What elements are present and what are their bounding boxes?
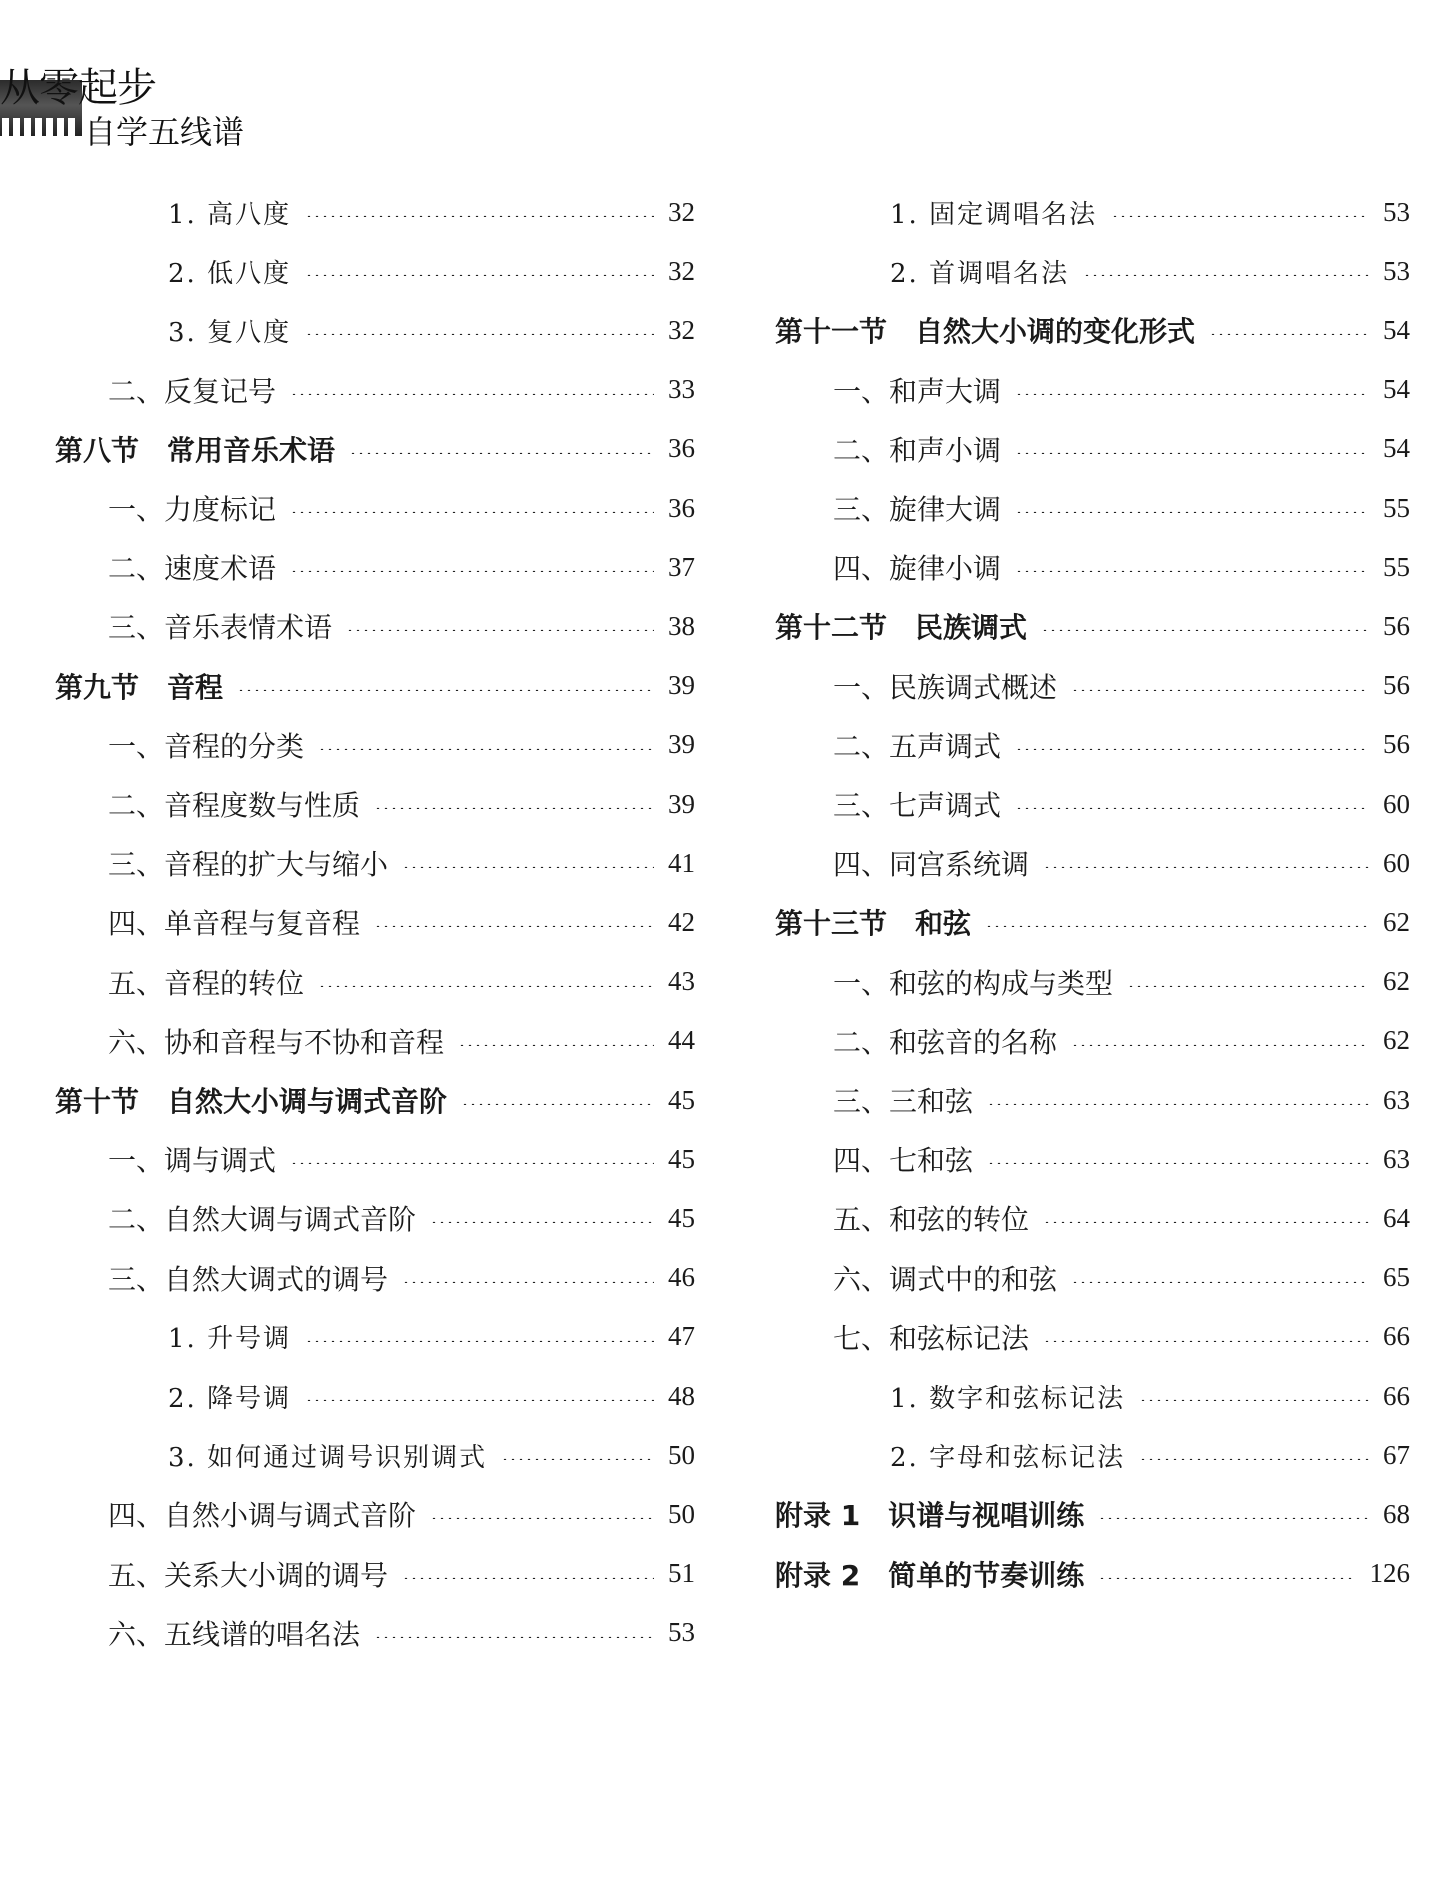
toc-entry-title: 二、音程度数与性质 — [108, 789, 361, 822]
toc-entry[interactable] — [833, 368, 1410, 412]
dot-leader — [501, 1458, 654, 1460]
toc-entry[interactable] — [55, 664, 695, 708]
dot-leader — [1139, 1399, 1369, 1401]
toc-page-number: 53 — [1383, 255, 1410, 286]
toc-entry-title: 五、和弦的转位 — [833, 1203, 1030, 1237]
toc-page-number: 46 — [668, 1262, 695, 1293]
dot-leader — [1015, 807, 1369, 809]
toc-entry[interactable] — [890, 1433, 1410, 1477]
toc-page-number: 33 — [668, 374, 695, 405]
toc-entry-title: 3. 复八度 — [168, 317, 292, 348]
toc-page-number: 36 — [668, 492, 695, 523]
toc-page-number: 126 — [1369, 1558, 1410, 1589]
toc-entry[interactable] — [168, 308, 695, 352]
dot-leader — [985, 925, 1369, 927]
toc-entry[interactable] — [108, 1552, 695, 1596]
dot-leader — [402, 866, 654, 868]
toc-entry-title: 第十节 自然大小调与调式音阶 — [55, 1085, 448, 1118]
toc-entry-title: 六、协和音程与不协和音程 — [108, 1025, 445, 1059]
toc-entry-title: 一、调与调式 — [108, 1144, 277, 1178]
dot-leader — [1098, 1517, 1369, 1519]
toc-entry[interactable] — [833, 664, 1410, 708]
dot-leader — [1015, 511, 1369, 513]
toc-entry-title: 四、同宫系统调 — [833, 848, 1030, 882]
toc-entry-title: 1. 数字和弦标记法 — [890, 1383, 1126, 1414]
toc-entry[interactable] — [775, 900, 1410, 944]
toc-entry[interactable] — [890, 1374, 1410, 1418]
toc-entry-title: 三、七声调式 — [833, 789, 1002, 822]
toc-page-number: 64 — [1383, 1202, 1410, 1233]
dot-leader — [402, 1281, 654, 1283]
dot-leader — [1127, 985, 1369, 987]
toc-entry-title: 二、和声小调 — [833, 433, 1002, 467]
toc-page-number: 37 — [668, 551, 695, 582]
toc-entry-title: 1. 固定调唱名法 — [890, 199, 1098, 230]
toc-page-number: 62 — [1383, 966, 1410, 997]
dot-leader — [1111, 215, 1369, 217]
toc-page-number: 66 — [1383, 1321, 1410, 1352]
toc-entry[interactable] — [108, 368, 695, 412]
toc-entry[interactable] — [775, 308, 1410, 352]
toc-page-number: 39 — [668, 788, 695, 819]
toc-entry[interactable] — [833, 782, 1410, 826]
dot-leader — [402, 1577, 654, 1579]
toc-entry[interactable] — [833, 486, 1410, 530]
dot-leader — [290, 511, 654, 513]
dot-leader — [1071, 1281, 1369, 1283]
toc-entry[interactable] — [833, 960, 1410, 1004]
toc-entry[interactable] — [833, 1078, 1410, 1122]
toc-page-number: 32 — [668, 196, 695, 227]
toc-entry[interactable] — [108, 1256, 695, 1300]
toc-page-number: 39 — [668, 729, 695, 760]
toc-entry-title: 第八节 常用音乐术语 — [55, 433, 336, 467]
toc-entry[interactable] — [833, 427, 1410, 471]
toc-entry[interactable] — [833, 1256, 1410, 1300]
toc-entry-title: 第十三节 和弦 — [775, 907, 972, 941]
dot-leader — [290, 393, 654, 395]
toc-page-number: 63 — [1383, 1084, 1410, 1115]
toc-page-number: 55 — [1383, 492, 1410, 523]
toc-entry-title: 一、和声大调 — [833, 374, 1002, 408]
toc-entry-title: 四、旋律小调 — [833, 552, 1002, 586]
toc-page-number: 38 — [668, 610, 695, 641]
toc-page-number: 66 — [1383, 1380, 1410, 1411]
toc-entry[interactable] — [108, 1137, 695, 1181]
toc-page-number: 60 — [1383, 847, 1410, 878]
toc-page-number: 54 — [1383, 314, 1410, 345]
toc-entry-title: 五、音程的转位 — [108, 966, 305, 1000]
toc-entry[interactable] — [168, 249, 695, 293]
dot-leader — [305, 1340, 654, 1342]
dot-leader — [1015, 393, 1369, 395]
dot-leader — [1041, 629, 1369, 631]
toc-page-number: 45 — [668, 1084, 695, 1115]
toc-entry[interactable] — [108, 604, 695, 648]
toc-page-number: 63 — [1383, 1143, 1410, 1174]
toc-entry-title: 三、音乐表情术语 — [108, 611, 333, 645]
dot-leader — [374, 925, 654, 927]
toc-entry[interactable] — [833, 1196, 1410, 1240]
toc-page-number: 55 — [1383, 551, 1410, 582]
toc-entry[interactable] — [168, 1374, 695, 1418]
toc-entry[interactable] — [108, 841, 695, 885]
toc-page-number: 50 — [668, 1498, 695, 1529]
dot-leader — [1098, 1577, 1355, 1579]
dot-leader — [1043, 866, 1369, 868]
toc-entry-title: 一、民族调式概述 — [833, 670, 1058, 704]
toc-entry-title: 附录 2 简单的节奏训练 — [775, 1558, 1085, 1592]
toc-entry-title: 二、自然大调与调式音阶 — [108, 1203, 417, 1237]
dot-leader — [1015, 570, 1369, 572]
toc-page-number: 41 — [668, 847, 695, 878]
toc-entry-title: 三、自然大调式的调号 — [108, 1262, 389, 1296]
toc-page-number: 56 — [1383, 670, 1410, 701]
toc-entry-title: 1. 高八度 — [168, 199, 292, 230]
toc-page-number: 43 — [668, 966, 695, 997]
toc-entry[interactable] — [108, 1019, 695, 1063]
series-title: 从零起步 — [0, 65, 156, 111]
dot-leader — [1043, 1340, 1369, 1342]
toc-entry[interactable] — [108, 545, 695, 589]
toc-entry[interactable] — [108, 782, 695, 826]
dot-leader — [430, 1221, 654, 1223]
dot-leader — [318, 748, 654, 750]
dot-leader — [1083, 274, 1369, 276]
dot-leader — [987, 1103, 1369, 1105]
toc-page-number: 50 — [668, 1439, 695, 1470]
toc-entry[interactable] — [833, 723, 1410, 767]
toc-entry-title: 二、和弦音的名称 — [833, 1025, 1058, 1059]
dot-leader — [305, 274, 654, 276]
toc-entry[interactable] — [108, 1196, 695, 1240]
toc-entry[interactable] — [168, 1433, 695, 1477]
dot-leader — [346, 629, 654, 631]
toc-entry[interactable] — [775, 1552, 1410, 1596]
toc-entry-title: 2. 字母和弦标记法 — [890, 1442, 1126, 1473]
toc-entry-title: 四、单音程与复音程 — [108, 907, 361, 941]
toc-entry[interactable] — [833, 545, 1410, 589]
toc-page-number: 51 — [668, 1558, 695, 1589]
dot-leader — [305, 1399, 654, 1401]
dot-leader — [290, 1162, 654, 1164]
toc-entry[interactable] — [833, 1315, 1410, 1359]
toc-entry[interactable] — [833, 1137, 1410, 1181]
toc-page-number: 32 — [668, 255, 695, 286]
toc-entry[interactable] — [890, 190, 1410, 234]
dot-leader — [374, 1636, 654, 1638]
toc-entry[interactable] — [55, 427, 695, 471]
dot-leader — [349, 452, 654, 454]
toc-page-number: 68 — [1383, 1498, 1410, 1529]
dot-leader — [430, 1517, 654, 1519]
toc-entry-title: 3. 如何通过调号识别调式 — [168, 1442, 488, 1473]
dot-leader — [461, 1103, 654, 1105]
toc-page-number: 62 — [1383, 1025, 1410, 1056]
toc-entry-title: 一、和弦的构成与类型 — [833, 966, 1114, 1000]
toc-page-number: 44 — [668, 1025, 695, 1056]
toc-entry-title: 2. 首调唱名法 — [890, 258, 1070, 289]
toc-entry-title: 六、调式中的和弦 — [833, 1262, 1058, 1296]
toc-entry-title: 2. 降号调 — [168, 1383, 292, 1414]
toc-entry[interactable] — [833, 841, 1410, 885]
dot-leader — [458, 1044, 654, 1046]
toc-page-number: 65 — [1383, 1262, 1410, 1293]
toc-entry[interactable] — [108, 960, 695, 1004]
toc-page-number: 48 — [668, 1380, 695, 1411]
dot-leader — [290, 570, 654, 572]
toc-entry[interactable] — [775, 1492, 1410, 1536]
dot-leader — [1043, 1221, 1369, 1223]
toc-entry-title: 第九节 音程 — [55, 670, 224, 704]
toc-entry[interactable] — [108, 1492, 695, 1536]
toc-page-number: 53 — [668, 1617, 695, 1648]
toc-entry-title: 二、五声调式 — [833, 729, 1002, 763]
toc-entry-title: 1. 升号调 — [168, 1324, 292, 1355]
dot-leader — [1015, 452, 1369, 454]
toc-entry-title: 四、七和弦 — [833, 1144, 974, 1178]
dot-leader — [1071, 1044, 1369, 1046]
toc-entry-title: 六、五线谱的唱名法 — [108, 1617, 361, 1651]
book-header — [0, 60, 300, 150]
toc-entry-title: 五、关系大小调的调号 — [108, 1558, 389, 1592]
dot-leader — [1071, 689, 1369, 691]
toc-page-number: 32 — [668, 314, 695, 345]
toc-page-number: 42 — [668, 906, 695, 937]
dot-leader — [1209, 333, 1369, 335]
toc-entry[interactable] — [108, 723, 695, 767]
toc-page-number: 53 — [1383, 196, 1410, 227]
dot-leader — [374, 807, 654, 809]
dot-leader — [318, 985, 654, 987]
toc-entry-title: 2. 低八度 — [168, 258, 292, 289]
toc-page-number: 60 — [1383, 788, 1410, 819]
toc-page-number: 56 — [1383, 729, 1410, 760]
toc-entry[interactable] — [890, 249, 1410, 293]
toc-page-number: 45 — [668, 1202, 695, 1233]
dot-leader — [237, 689, 654, 691]
dot-leader — [1139, 1458, 1369, 1460]
toc-entry-title: 四、自然小调与调式音阶 — [108, 1499, 417, 1533]
toc-entry-title: 附录 1 识谱与视唱训练 — [775, 1499, 1085, 1533]
toc-entry-title: 三、音程的扩大与缩小 — [108, 848, 389, 882]
toc-entry-title: 第十一节 自然大小调的变化形式 — [775, 315, 1196, 349]
toc-entry[interactable] — [108, 486, 695, 530]
toc-page-number: 54 — [1383, 374, 1410, 405]
toc-entry[interactable] — [108, 900, 695, 944]
book-title: 自学五线谱 — [84, 113, 245, 151]
toc-entry[interactable] — [168, 190, 695, 234]
toc-entry[interactable] — [775, 604, 1410, 648]
toc-page-number: 39 — [668, 670, 695, 701]
toc-entry[interactable] — [55, 1078, 695, 1122]
toc-entry-title: 二、速度术语 — [108, 552, 277, 586]
dot-leader — [305, 215, 654, 217]
toc-page-number: 45 — [668, 1143, 695, 1174]
toc-entry-title: 三、旋律大调 — [833, 493, 1002, 526]
toc-entry-title: 一、音程的分类 — [108, 729, 305, 763]
dot-leader — [305, 333, 654, 335]
toc-entry[interactable] — [833, 1019, 1410, 1063]
toc-entry-title: 二、反复记号 — [108, 374, 277, 408]
toc-page-number: 47 — [668, 1321, 695, 1352]
toc-entry-title: 第十二节 民族调式 — [775, 611, 1028, 645]
toc-entry-title: 七、和弦标记法 — [833, 1321, 1030, 1355]
toc-entry[interactable] — [108, 1611, 695, 1655]
toc-page-number: 67 — [1383, 1439, 1410, 1470]
toc-page-number: 54 — [1383, 433, 1410, 464]
toc-page-number: 36 — [668, 433, 695, 464]
dot-leader — [1015, 748, 1369, 750]
toc-entry-title: 三、三和弦 — [833, 1085, 974, 1118]
toc-page-number: 62 — [1383, 906, 1410, 937]
toc-page-number: 56 — [1383, 610, 1410, 641]
toc-entry-title: 一、力度标记 — [108, 493, 277, 526]
dot-leader — [987, 1162, 1369, 1164]
toc-entry[interactable] — [168, 1315, 695, 1359]
